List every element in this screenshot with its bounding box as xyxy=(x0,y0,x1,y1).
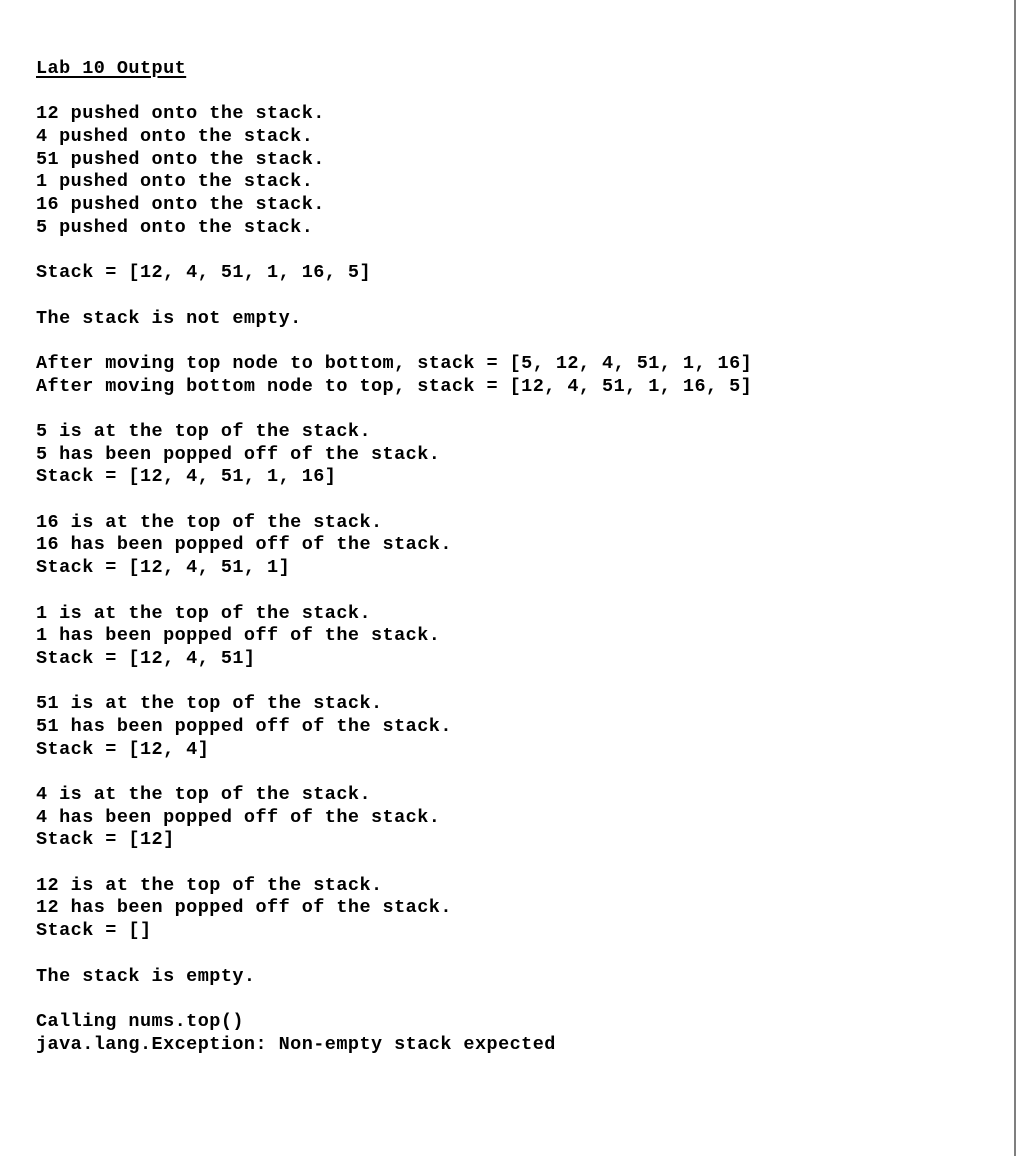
output-line: 51 has been popped off of the stack. xyxy=(36,715,452,737)
output-line: The stack is empty. xyxy=(36,965,256,987)
blank-line xyxy=(36,240,752,263)
output-line: 4 is at the top of the stack. xyxy=(36,784,372,805)
output-line: Stack = [12, 4, 51] xyxy=(36,647,256,669)
blank-line xyxy=(36,81,752,104)
output-line: The stack is not empty. xyxy=(36,307,302,329)
output-line: After moving top node to bottom, stack = [5, 12, 4, 51, 1, 16] xyxy=(36,352,753,374)
blank-line xyxy=(36,852,752,875)
blank-line xyxy=(36,285,752,308)
output-line: 1 is at the top of the stack. xyxy=(36,602,372,624)
output-line: 5 is at the top of the stack. xyxy=(36,421,372,442)
output-line: Calling nums.top() xyxy=(36,1010,244,1032)
blank-line xyxy=(36,489,752,512)
output-line: 5 has been popped off of the stack. xyxy=(36,443,441,465)
blank-line xyxy=(36,943,752,966)
output-line: 4 pushed onto the stack. xyxy=(36,126,314,148)
console-output xyxy=(36,58,752,1056)
output-title: Lab 10 Output xyxy=(36,58,187,79)
output-line: Stack = [12, 4] xyxy=(36,738,210,760)
output-line: 12 is at the top of the stack. xyxy=(36,874,383,896)
output-line: 12 has been popped off of the stack. xyxy=(36,897,452,919)
output-line: 16 has been popped off of the stack. xyxy=(36,534,452,556)
blank-line xyxy=(36,398,752,421)
output-line: 1 pushed onto the stack. xyxy=(36,171,314,193)
blank-line xyxy=(36,580,752,603)
output-line: 51 pushed onto the stack. xyxy=(36,148,325,170)
output-line: 51 is at the top of the stack. xyxy=(36,693,383,715)
output-line: 16 pushed onto the stack. xyxy=(36,194,325,216)
output-lines xyxy=(36,81,752,1057)
output-line: 16 is at the top of the stack. xyxy=(36,511,383,533)
blank-line xyxy=(36,761,752,784)
output-line: Stack = [12, 4, 51, 1, 16] xyxy=(36,466,337,488)
output-line: 4 has been popped off of the stack. xyxy=(36,806,441,828)
output-line: java.lang.Exception: Non-empty stack expected xyxy=(36,1033,556,1055)
output-line: Stack = [12, 4, 51, 1, 16, 5] xyxy=(36,262,372,284)
blank-line xyxy=(36,988,752,1011)
blank-line xyxy=(36,671,752,694)
output-line: 12 pushed onto the stack. xyxy=(36,103,325,125)
output-line: Stack = [12, 4, 51, 1] xyxy=(36,557,291,579)
output-line: Stack = [12] xyxy=(36,829,175,851)
output-line: 1 has been popped off of the stack. xyxy=(36,625,441,647)
output-line: Stack = [] xyxy=(36,920,152,942)
output-line: After moving bottom node to top, stack = [12, 4, 51, 1, 16, 5] xyxy=(36,375,753,397)
blank-line xyxy=(36,330,752,353)
output-line: 5 pushed onto the stack. xyxy=(36,216,314,238)
